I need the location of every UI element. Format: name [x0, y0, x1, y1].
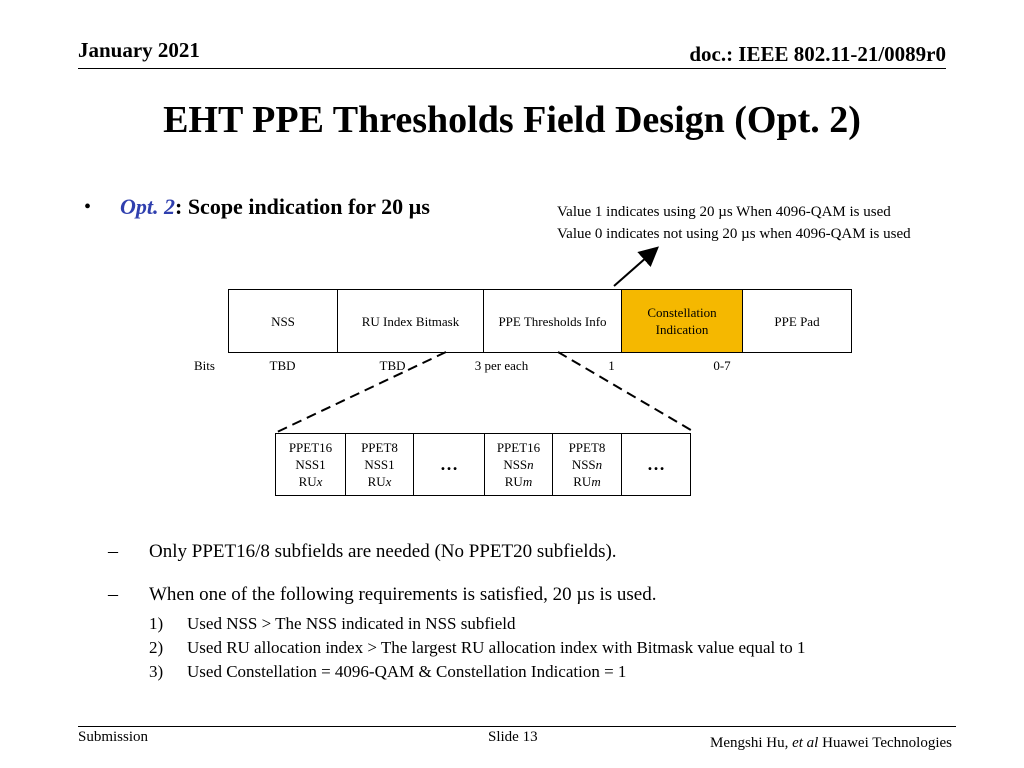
bullet-text: : Scope indication for 20 µs: [175, 194, 430, 219]
field-constellation-indication: Constellation Indication: [622, 290, 743, 353]
footer-submission: Submission: [78, 729, 149, 745]
subfield-ppet16-nss1: PPET16 NSS1 RUx: [276, 434, 346, 496]
field-ppe-thresholds-info: PPE Thresholds Info: [484, 290, 622, 353]
field-nss: NSS: [229, 290, 338, 353]
point-ppet-subfields: Only PPET16/8 subfields are needed (No PPET20 subfields).: [149, 541, 617, 562]
bits-ppe-thresholds-info: 3 per each: [474, 358, 529, 373]
footer-author: Mengshi Hu, et al Huawei Technologies: [710, 735, 952, 751]
point-20us-conditions: When one of the following requirements is satisfied, 20 µs is used.: [149, 584, 657, 605]
note-line-1: Value 1 indicates using 20 µs When 4096-QAM is used: [557, 204, 891, 220]
slide-title: EHT PPE Thresholds Field Design (Opt. 2): [163, 99, 861, 141]
bullet-marker: •: [84, 196, 92, 218]
bits-ru-index-bitmask: TBD: [379, 358, 406, 373]
bits-nss: TBD: [269, 358, 296, 373]
ppe-field-table: [228, 289, 852, 353]
req-1-text: Used NSS > The NSS indicated in NSS subfield: [187, 614, 516, 633]
subfield-ppet8-nssn: PPET8 NSSn RUm: [553, 434, 622, 496]
subfield-ellipsis-1: …: [414, 434, 485, 496]
bits-constellation-indication: 1: [608, 358, 615, 373]
header-doc-id: doc.: IEEE 802.11-21/0089r0: [689, 42, 946, 66]
field-ppe-pad: PPE Pad: [743, 290, 852, 353]
req-3-number: 3): [149, 662, 164, 681]
dash-marker-2: –: [108, 583, 118, 605]
ppet-subfield-table: [275, 433, 691, 496]
field-ru-index-bitmask: RU Index Bitmask: [338, 290, 484, 353]
subfield-ellipsis-2: …: [622, 434, 691, 496]
dash-marker-1: –: [108, 540, 118, 562]
req-3-text: Used Constellation = 4096-QAM & Constellation Indication = 1: [187, 662, 627, 681]
req-2-number: 2): [149, 638, 164, 657]
subfield-ppet8-nss1: PPET8 NSS1 RUx: [346, 434, 414, 496]
bits-label: Bits: [194, 358, 215, 373]
option-label: Opt. 2: [120, 194, 175, 219]
note-line-2: Value 0 indicates not using 20 µs when 4096-QAM is used: [557, 226, 911, 242]
subfield-ppet16-nssn: PPET16 NSSn RUm: [485, 434, 553, 496]
header-date: January 2021: [78, 38, 200, 62]
footer-divider: [78, 726, 956, 727]
req-2-text: Used RU allocation index > The largest RU allocation index with Bitmask value equal to 1: [187, 638, 806, 657]
bits-ppe-pad: 0-7: [713, 358, 731, 373]
req-1-number: 1): [149, 614, 164, 633]
footer-slide-number: Slide 13: [488, 729, 538, 745]
note-arrow: [614, 249, 656, 286]
